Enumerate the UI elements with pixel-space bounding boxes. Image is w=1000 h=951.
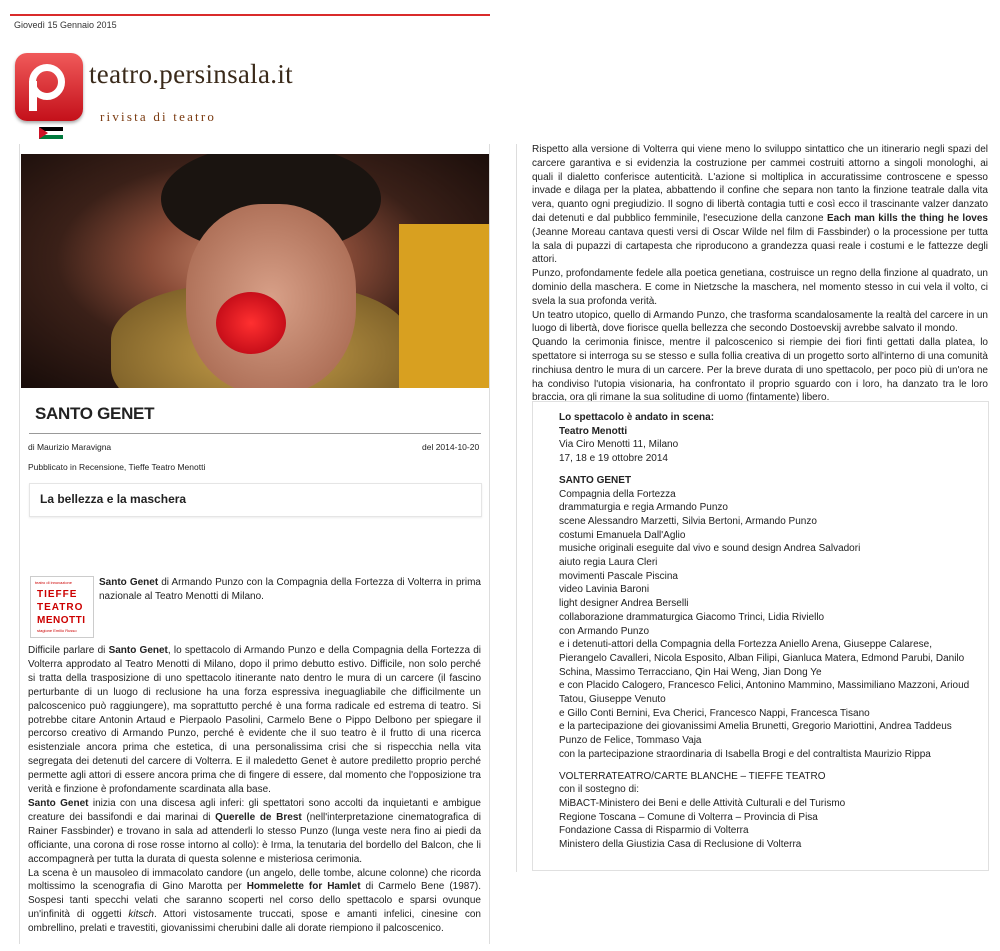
body-paragraph-1: Difficile parlare di Santo Genet, lo spettacolo di Armando Punzo e della Compagnia della Fortezza di Volterra approdato al Teatro Menotti di Milano, dopo il primo debutto estivo. Difficile, non solo perché si tratta della trasposizione di uno spettacolo itinerante nato dentro le mura di un carcere (il fascino perturbante di un luogo di reclusione ha una forza espressiva ineguagliabile che difficilmente un palcoscenico può raggiungere), ma soprattutto perché è una forma radicale ed estrema di teatro. Si potrebbe citare Antonin Artaud e Pierpaolo Pasolini, Carmelo Bene o Pippo Delbono per spiegare il percorso creativo di Armando Punzo, perché è evidente che il suo teatro è il frutto di una ricerca esistenziale ancora prima che estetica, di una personalissima crisi che si rispecchia nella vita segregata dei detenuti del carcere di Volterra. E il maledetto Genet è autore prediletto proprio perché permette agli attori di essere ancora prima che di fingere di essere, dal momento che l'opposizione tra verità e finzione è profondamente scardinata alla base. xyxy=(28,645,482,796)
credit-line: light designer Andrea Berselli xyxy=(559,598,689,610)
credit-line: e la partecipazione dei giovanissimi Amelia Brunetti, Gregorio Mariottini, Andrea Taddeus Punzo de Felice, Tommaso Vaja xyxy=(559,721,952,747)
published-in: Pubblicato in Recensione, Tieffe Teatro Menotti xyxy=(28,462,206,472)
support-line: VOLTERRATEATRO/CARTE BLANCHE – TIEFFE TEATRO xyxy=(559,770,826,782)
info-heading: Lo spettacolo è andato in scena: xyxy=(559,412,715,423)
credit-line: aiuto regia Laura Cleri xyxy=(559,557,658,569)
body-paragraph-7: Quando la cerimonia finisce, mentre il palcoscenico si riempie dei fiori finti gettati dalla platea, lo spettatore si interroga su se stesso e sulla follia creativa di un progetto sorto all'interno di una comunità rinchiusa dentro le mura di un carcere. Per la breve durata di uno spettacolo, per poco più di un'ora ne ha condiviso l'utopia visionaria, ha confrontato il proprio sguardo con i loro, ha danzato tra le loro braccia, ora gli rimane la sua solitudine di uomo (fintamente) libero. xyxy=(532,337,988,404)
support-line: Fondazione Cassa di Risparmio di Volterra xyxy=(559,825,749,837)
palestine-flag-icon xyxy=(39,127,63,139)
show-info-content xyxy=(559,411,979,852)
info-venue: Teatro Menotti xyxy=(559,425,628,437)
body-paragraph-6: Un teatro utopico, quello di Armando Punzo, che trasforma scandalosamente la realtà del carcere in un luogo di libertà, dove fiorisce quella bellezza che secondo Dostoevskij avrebbe salvato il mondo. xyxy=(532,309,988,335)
persinsala-logo-icon[interactable] xyxy=(15,53,83,121)
credits-list xyxy=(559,488,979,762)
tieffe-teatro-menotti-logo: teatro di innovazione TIEFFE TEATRO MENOTTI stagione Emilio Russo xyxy=(30,576,94,638)
article-body-left xyxy=(28,644,481,936)
site-tagline: rivista di teatro xyxy=(100,109,217,124)
credit-line: e Gillo Conti Bernini, Eva Cherici, Francesco Nappi, Francesca Tisano xyxy=(559,707,870,719)
credit-line: collaborazione drammaturgica Giacomo Trinci, Lidia Riviello xyxy=(559,611,825,623)
body-paragraph-4: Rispetto alla versione di Volterra qui viene meno lo sviluppo sintattico che un itinerario negli spazi del carcere garantiva e si evidenzia la costruzione per cammei costruiti attorno a singoli monologhi, ai quali il dialetto conferisce autenticità. L'azione si moltiplica in accuratissime controscene e spesso invade e dilaga per la platea, abbattendo il confine che separa non tanto la finzione teatrale dalla vita vera, quanto ogni pregiudizio. Il sogno di libertà contagia tutti e così ecco il trascinante valzer danzato dai detenuti e dal pubblico femminile, l'esecuzione della canzone Each man kills the thing he loves (Jeanne Moreau cantava questi versi di Oscar Wilde nel film di Fassbinder) o la processione per tutta la sala di pupazzi di cartapesta che riproducono a grandezza quasi reale i costumi e le fattezze degli attori. xyxy=(532,144,988,266)
body-paragraph-2: Santo Genet inizia con una discesa agli inferi: gli spettatori sono accolti da inquietanti e ambigue creature dei bassifondi e dai marinai di Querelle de Brest (nell'interpretazione cinematografica di Rainer Fassbinder) e trovano in sala ad attenderli lo stesso Punzo (lunga veste nera fino ai piedi da officiante, una corona di rose rosse intorno al collo): è Irma, la tenutaria del bordello del Balcon, che li accompagnerà per tutta la durata di questa solenne e misteriosa cerimonia. xyxy=(28,797,482,865)
credit-line: e con Placido Calogero, Francesco Felici, Antonino Mammino, Massimiliano Mazzoni, Arioud Tatou, Giuseppe Venuto xyxy=(559,680,970,706)
title-divider xyxy=(29,433,481,434)
support-line: Ministero della Giustizia Casa di Reclusione di Volterra xyxy=(559,839,802,851)
article-byline: di Maurizio Maravigna xyxy=(28,442,112,452)
credit-line: drammaturgia e regia Armando Punzo xyxy=(559,502,728,514)
info-address: Via Ciro Menotti 11, Milano xyxy=(559,439,679,451)
support-line: Regione Toscana – Comune di Volterra – Provincia di Pisa xyxy=(559,811,818,823)
article-intro: Santo Genet di Armando Punzo con la Compagnia della Fortezza di Volterra in prima nazionale al Teatro Menotti di Milano. xyxy=(99,577,481,602)
site-name[interactable]: teatro.persinsala.it xyxy=(89,59,293,89)
credit-line: con Armando Punzo xyxy=(559,625,650,637)
credit-line: e i detenuti-attori della Compagnia della Fortezza Aniello Arena, Giuseppe Calarese, Pierangelo Cavalleri, Nicola Esposito, Alban Filipi, Gianluca Matera, Edmond Parubi, Danilo Schina, Massimo Terracciano, Qin Hai Weng, Jian Dong Ye xyxy=(559,639,965,678)
header-date: Giovedì 15 Gennaio 2015 xyxy=(14,20,117,30)
credit-line: scene Alessandro Marzetti, Silvia Bertoni, Armando Punzo xyxy=(559,515,817,527)
article-title: SANTO GENET xyxy=(35,404,155,423)
article-body-right xyxy=(532,143,988,405)
credit-line: movimenti Pascale Piscina xyxy=(559,570,678,582)
support-line: con il sostegno di: xyxy=(559,784,640,796)
credit-line: costumi Emanuela Dall'Aglio xyxy=(559,529,686,541)
article-pubdate: del 2014-10-20 xyxy=(422,442,480,452)
credit-line: video Lavinia Baroni xyxy=(559,584,650,596)
article-photo xyxy=(21,154,489,388)
credit-line: musiche originali eseguite dal vivo e sound design Andrea Salvadori xyxy=(559,543,861,555)
support-list xyxy=(559,770,979,852)
info-show-title: SANTO GENET xyxy=(559,474,632,486)
body-paragraph-3: La scena è un mausoleo di immacolato candore (un angelo, delle tombe, alcune colonne) che ricorda moltissimo la scenografia di Gino Marotta per Hommelette for Hamlet di Carmelo Bene (1987). Sospesi tanti specchi velati che saranno scoperti nel corso dello spettacolo e sparsi ovunque un'infinità di oggetti kitsch. Attori vistosamente truccati, spose e amanti infelici, cinesine con ombrellino, prelati e travestiti, giovanissimi cherubini dalle ali dorate riempiono il palcoscenico. xyxy=(28,867,482,935)
credit-line: con la partecipazione straordinaria di Isabella Brogi e del contraltista Maurizio Rippa xyxy=(559,748,931,760)
top-accent-line xyxy=(10,14,490,16)
article-subtitle: La bellezza e la maschera xyxy=(40,492,187,506)
body-paragraph-5: Punzo, profondamente fedele alla poetica genetiana, costruisce un regno della finzione al quadrato, un dominio della maschera. E come in Nietzsche la maschera, nel momento stesso in cui vela il volto, ci svela la sua profonda verità. xyxy=(532,268,988,307)
info-dates: 17, 18 e 19 ottobre 2014 xyxy=(559,453,668,465)
credit-line: Compagnia della Fortezza xyxy=(559,488,676,500)
support-line: MiBACT-Ministero dei Beni e delle Attività Culturali e del Turismo xyxy=(559,797,846,809)
